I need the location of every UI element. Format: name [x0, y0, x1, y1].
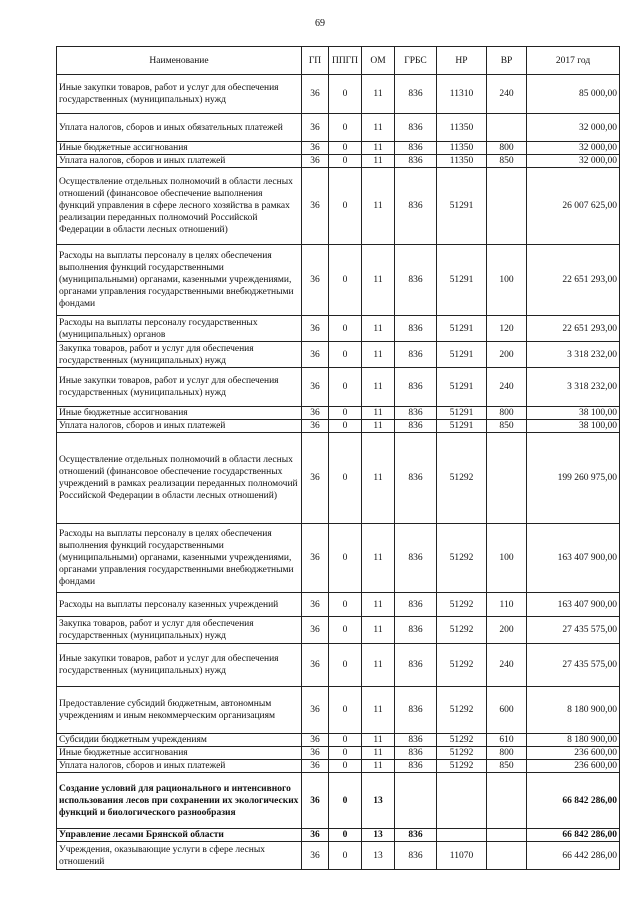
cell-name: Осуществление отдельных полномочий в области лесных отношений (финансовое обеспечение выполнения функций управления в сфере лесного хозяйства в рамках реализации переданных полномочий Российской Федерации в области лесных отношений): [57, 168, 302, 245]
cell-vr: 600: [487, 687, 527, 734]
cell-amount: 163 407 900,00: [527, 593, 620, 617]
table-row: [57, 433, 620, 524]
cell-amount: 27 435 575,00: [527, 644, 620, 687]
col-header-grbs: ГРБС: [395, 47, 437, 75]
cell-amount: 26 007 625,00: [527, 168, 620, 245]
cell-om: 11: [362, 316, 395, 342]
col-header-name: Наименование: [57, 47, 302, 75]
cell-ppgp: 0: [329, 734, 362, 747]
cell-name: Создание условий для рационального и интенсивного использования лесов при сохранении их экологических функций и биологического разнообразия: [57, 773, 302, 829]
cell-amount: 3 318 232,00: [527, 368, 620, 407]
cell-grbs: 836: [395, 114, 437, 142]
cell-grbs: 836: [395, 644, 437, 687]
cell-vr: 240: [487, 368, 527, 407]
cell-om: 11: [362, 760, 395, 773]
cell-vr: 100: [487, 245, 527, 316]
col-header-nr: НР: [437, 47, 487, 75]
cell-nr: 51291: [437, 420, 487, 433]
cell-ppgp: 0: [329, 368, 362, 407]
cell-amount: 85 000,00: [527, 75, 620, 114]
cell-grbs: 836: [395, 617, 437, 644]
cell-vr: 800: [487, 407, 527, 420]
cell-ppgp: 0: [329, 687, 362, 734]
cell-vr: 850: [487, 760, 527, 773]
cell-gp: 36: [302, 829, 329, 842]
table-row: [57, 734, 620, 747]
cell-om: 13: [362, 773, 395, 829]
cell-grbs: 836: [395, 368, 437, 407]
cell-nr: 51292: [437, 687, 487, 734]
cell-ppgp: 0: [329, 644, 362, 687]
cell-amount: 66 842 286,00: [527, 773, 620, 829]
cell-om: 11: [362, 142, 395, 155]
cell-nr: 11350: [437, 114, 487, 142]
cell-grbs: 836: [395, 75, 437, 114]
cell-name: Осуществление отдельных полномочий в области лесных отношений (финансовое обеспечение государственных учреждений в рамках реализации переданных полномочий Российской Федерации в области лесных отношений): [57, 433, 302, 524]
cell-om: 11: [362, 368, 395, 407]
cell-nr: 51291: [437, 368, 487, 407]
cell-om: 13: [362, 829, 395, 842]
cell-vr: 850: [487, 155, 527, 168]
cell-nr: 51291: [437, 316, 487, 342]
budget-table: [56, 46, 620, 870]
cell-grbs: 836: [395, 142, 437, 155]
cell-grbs: 836: [395, 420, 437, 433]
cell-vr: 610: [487, 734, 527, 747]
table-header-row: [57, 47, 620, 75]
cell-ppgp: 0: [329, 407, 362, 420]
cell-vr: 200: [487, 617, 527, 644]
cell-vr: [487, 773, 527, 829]
cell-name: Расходы на выплаты персоналу государственных (муниципальных) органов: [57, 316, 302, 342]
cell-nr: 11070: [437, 842, 487, 870]
cell-vr: 110: [487, 593, 527, 617]
table-row: [57, 773, 620, 829]
cell-ppgp: 0: [329, 75, 362, 114]
table-row: [57, 524, 620, 593]
cell-gp: 36: [302, 433, 329, 524]
cell-ppgp: 0: [329, 316, 362, 342]
cell-gp: 36: [302, 114, 329, 142]
cell-nr: 11310: [437, 75, 487, 114]
cell-om: 11: [362, 524, 395, 593]
cell-name: Субсидии бюджетным учреждениям: [57, 734, 302, 747]
table-row: [57, 75, 620, 114]
col-header-om: ОМ: [362, 47, 395, 75]
cell-gp: 36: [302, 747, 329, 760]
cell-vr: [487, 433, 527, 524]
table-row: [57, 114, 620, 142]
cell-gp: 36: [302, 75, 329, 114]
table-row: [57, 420, 620, 433]
cell-ppgp: 0: [329, 842, 362, 870]
table-row: [57, 842, 620, 870]
cell-nr: [437, 829, 487, 842]
cell-ppgp: 0: [329, 433, 362, 524]
cell-gp: 36: [302, 842, 329, 870]
cell-grbs: 836: [395, 524, 437, 593]
cell-om: 11: [362, 114, 395, 142]
cell-gp: 36: [302, 593, 329, 617]
cell-name: Иные закупки товаров, работ и услуг для обеспечения государственных (муниципальных) нужд: [57, 644, 302, 687]
cell-ppgp: 0: [329, 420, 362, 433]
cell-nr: 51291: [437, 245, 487, 316]
cell-ppgp: 0: [329, 342, 362, 368]
cell-amount: 66 442 286,00: [527, 842, 620, 870]
cell-amount: 8 180 900,00: [527, 687, 620, 734]
col-header-vr: ВР: [487, 47, 527, 75]
table-row: [57, 368, 620, 407]
cell-vr: [487, 114, 527, 142]
cell-name: Учреждения, оказывающие услуги в сфере лесных отношений: [57, 842, 302, 870]
cell-amount: 38 100,00: [527, 420, 620, 433]
cell-vr: [487, 829, 527, 842]
cell-amount: 163 407 900,00: [527, 524, 620, 593]
cell-nr: 51292: [437, 433, 487, 524]
table-row: [57, 142, 620, 155]
cell-name: Уплата налогов, сборов и иных платежей: [57, 760, 302, 773]
cell-name: Расходы на выплаты персоналу казенных учреждений: [57, 593, 302, 617]
cell-vr: 850: [487, 420, 527, 433]
cell-ppgp: 0: [329, 617, 362, 644]
cell-amount: 32 000,00: [527, 114, 620, 142]
cell-om: 11: [362, 342, 395, 368]
cell-nr: 11350: [437, 155, 487, 168]
cell-name: Расходы на выплаты персоналу в целях обеспечения выполнения функций государственными (муниципальными) органами, казенными учреждениями, органами управления государственными внебюджетными фондами: [57, 245, 302, 316]
cell-vr: 120: [487, 316, 527, 342]
cell-vr: 240: [487, 644, 527, 687]
cell-grbs: 836: [395, 316, 437, 342]
cell-grbs: 836: [395, 760, 437, 773]
cell-grbs: 836: [395, 687, 437, 734]
table-row: [57, 617, 620, 644]
cell-gp: 36: [302, 407, 329, 420]
cell-ppgp: 0: [329, 142, 362, 155]
cell-om: 11: [362, 245, 395, 316]
cell-grbs: 836: [395, 734, 437, 747]
cell-grbs: 836: [395, 168, 437, 245]
cell-vr: [487, 842, 527, 870]
cell-nr: 51291: [437, 342, 487, 368]
col-header-ppgp: ППГП: [329, 47, 362, 75]
cell-gp: 36: [302, 420, 329, 433]
col-header-gp: ГП: [302, 47, 329, 75]
cell-om: 11: [362, 644, 395, 687]
cell-om: 11: [362, 168, 395, 245]
table-row: [57, 155, 620, 168]
table-row: [57, 168, 620, 245]
cell-om: 11: [362, 593, 395, 617]
cell-grbs: 836: [395, 433, 437, 524]
cell-grbs: 836: [395, 593, 437, 617]
cell-gp: 36: [302, 168, 329, 245]
cell-gp: 36: [302, 316, 329, 342]
cell-nr: 51292: [437, 617, 487, 644]
cell-gp: 36: [302, 155, 329, 168]
cell-ppgp: 0: [329, 245, 362, 316]
cell-gp: 36: [302, 245, 329, 316]
cell-om: 11: [362, 155, 395, 168]
cell-name: Иные бюджетные ассигнования: [57, 142, 302, 155]
table-row: [57, 687, 620, 734]
cell-nr: 51292: [437, 524, 487, 593]
cell-name: Иные бюджетные ассигнования: [57, 407, 302, 420]
cell-gp: 36: [302, 368, 329, 407]
cell-ppgp: 0: [329, 524, 362, 593]
cell-grbs: 836: [395, 842, 437, 870]
cell-grbs: [395, 773, 437, 829]
cell-nr: 51292: [437, 734, 487, 747]
cell-om: 11: [362, 75, 395, 114]
cell-ppgp: 0: [329, 114, 362, 142]
cell-amount: 3 318 232,00: [527, 342, 620, 368]
cell-name: Управление лесами Брянской области: [57, 829, 302, 842]
cell-name: Предоставление субсидий бюджетным, автономным учреждениям и иным некоммерческим организациям: [57, 687, 302, 734]
cell-vr: 240: [487, 75, 527, 114]
table-row: [57, 407, 620, 420]
cell-gp: 36: [302, 734, 329, 747]
cell-grbs: 836: [395, 829, 437, 842]
table-row: [57, 593, 620, 617]
cell-amount: 32 000,00: [527, 155, 620, 168]
cell-amount: 8 180 900,00: [527, 734, 620, 747]
cell-amount: 27 435 575,00: [527, 617, 620, 644]
cell-gp: 36: [302, 342, 329, 368]
cell-ppgp: 0: [329, 168, 362, 245]
cell-ppgp: 0: [329, 593, 362, 617]
cell-grbs: 836: [395, 155, 437, 168]
cell-om: 11: [362, 734, 395, 747]
cell-name: Уплата налогов, сборов и иных платежей: [57, 155, 302, 168]
cell-amount: 32 000,00: [527, 142, 620, 155]
cell-nr: 11350: [437, 142, 487, 155]
cell-om: 11: [362, 407, 395, 420]
cell-name: Иные закупки товаров, работ и услуг для обеспечения государственных (муниципальных) нужд: [57, 368, 302, 407]
cell-name: Иные бюджетные ассигнования: [57, 747, 302, 760]
cell-grbs: 836: [395, 245, 437, 316]
page-number: 69: [315, 18, 325, 29]
cell-vr: 100: [487, 524, 527, 593]
cell-amount: 22 651 293,00: [527, 316, 620, 342]
cell-amount: 199 260 975,00: [527, 433, 620, 524]
cell-om: 11: [362, 687, 395, 734]
cell-ppgp: 0: [329, 773, 362, 829]
cell-om: 13: [362, 842, 395, 870]
cell-ppgp: 0: [329, 760, 362, 773]
cell-gp: 36: [302, 524, 329, 593]
table-row: [57, 342, 620, 368]
cell-nr: 51292: [437, 760, 487, 773]
cell-amount: 236 600,00: [527, 747, 620, 760]
cell-gp: 36: [302, 644, 329, 687]
cell-gp: 36: [302, 687, 329, 734]
cell-name: Закупка товаров, работ и услуг для обеспечения государственных (муниципальных) нужд: [57, 342, 302, 368]
cell-name: Иные закупки товаров, работ и услуг для обеспечения государственных (муниципальных) нужд: [57, 75, 302, 114]
cell-name: Расходы на выплаты персоналу в целях обеспечения выполнения функций государственными (муниципальными) органами, казенными учреждениями, органами управления государственными внебюджетными фондами: [57, 524, 302, 593]
cell-vr: 200: [487, 342, 527, 368]
cell-vr: [487, 168, 527, 245]
cell-grbs: 836: [395, 747, 437, 760]
cell-gp: 36: [302, 760, 329, 773]
cell-nr: 51292: [437, 747, 487, 760]
table-row: [57, 760, 620, 773]
cell-om: 11: [362, 433, 395, 524]
cell-amount: 22 651 293,00: [527, 245, 620, 316]
table-row: [57, 245, 620, 316]
cell-amount: 66 842 286,00: [527, 829, 620, 842]
cell-gp: 36: [302, 773, 329, 829]
col-header-year: 2017 год: [527, 47, 620, 75]
cell-name: Закупка товаров, работ и услуг для обеспечения государственных (муниципальных) нужд: [57, 617, 302, 644]
cell-vr: 800: [487, 747, 527, 760]
cell-om: 11: [362, 420, 395, 433]
cell-nr: 51292: [437, 644, 487, 687]
cell-grbs: 836: [395, 342, 437, 368]
cell-amount: 38 100,00: [527, 407, 620, 420]
cell-nr: 51291: [437, 407, 487, 420]
cell-ppgp: 0: [329, 829, 362, 842]
cell-gp: 36: [302, 142, 329, 155]
cell-nr: 51291: [437, 168, 487, 245]
cell-vr: 800: [487, 142, 527, 155]
cell-ppgp: 0: [329, 155, 362, 168]
table-row: [57, 644, 620, 687]
cell-om: 11: [362, 617, 395, 644]
cell-amount: 236 600,00: [527, 760, 620, 773]
cell-nr: 51292: [437, 593, 487, 617]
table-row: [57, 747, 620, 760]
cell-name: Уплата налогов, сборов и иных обязательных платежей: [57, 114, 302, 142]
cell-om: 11: [362, 747, 395, 760]
table-row: [57, 829, 620, 842]
cell-nr: [437, 773, 487, 829]
cell-grbs: 836: [395, 407, 437, 420]
table-row: [57, 316, 620, 342]
cell-ppgp: 0: [329, 747, 362, 760]
cell-gp: 36: [302, 617, 329, 644]
cell-name: Уплата налогов, сборов и иных платежей: [57, 420, 302, 433]
